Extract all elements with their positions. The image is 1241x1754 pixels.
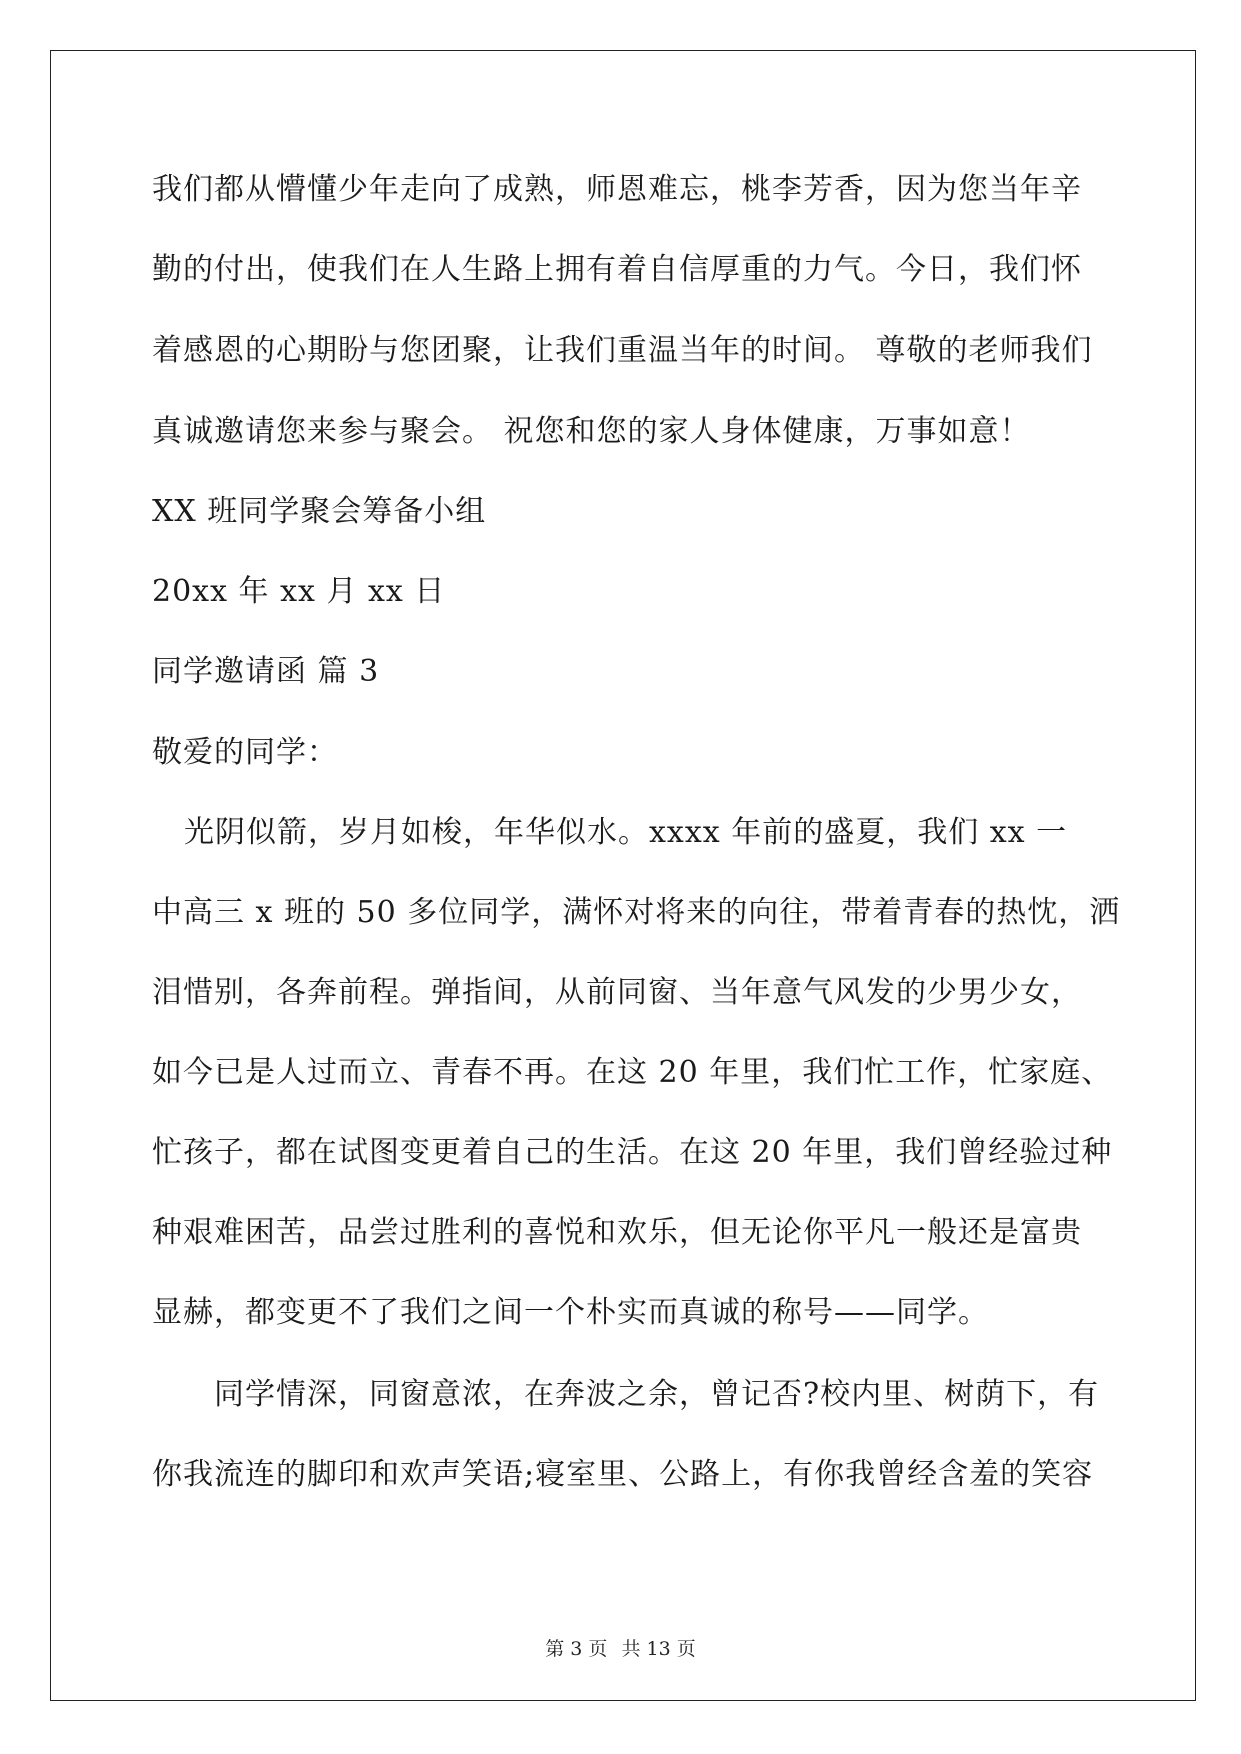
paragraph-line: 显赫，都变更不了我们之间一个朴实而真诚的称号——同学。 [152, 1295, 989, 1330]
page-number: 第 3 页 [545, 1638, 608, 1660]
paragraph-line: 种艰难困苦，品尝过胜利的喜悦和欢乐，但无论你平凡一般还是富贵 [152, 1215, 1082, 1250]
signature-date: 20xx 年 xx 月 xx 日 [152, 574, 446, 609]
page-total: 共 13 页 [621, 1638, 696, 1660]
signature-organizer: XX 班同学聚会筹备小组 [152, 494, 487, 529]
body-line: 着感恩的心期盼与您团聚，让我们重温当年的时间。 尊敬的老师我们 [152, 333, 1093, 368]
section-heading: 同学邀请函 篇 3 [152, 654, 380, 689]
page-frame [50, 50, 1196, 1701]
body-line: 勤的付出，使我们在人生路上拥有着自信厚重的力气。今日，我们怀 [152, 252, 1082, 287]
paragraph-line: 忙孩子，都在试图变更着自己的生活。在这 20 年里，我们曾经验过种 [152, 1135, 1113, 1170]
paragraph-line: 光阴似箭，岁月如梭，年华似水。xxxx 年前的盛夏，我们 xx 一 [184, 815, 1068, 850]
page-footer [0, 1637, 1241, 1661]
paragraph-line: 中高三 x 班的 50 多位同学，满怀对将来的向往，带着青春的热忱，洒 [152, 895, 1121, 930]
body-line: 我们都从懵懂少年走向了成熟，师恩难忘，桃李芳香，因为您当年辛 [152, 172, 1082, 207]
paragraph-line: 同学情深，同窗意浓，在奔波之余，曾记否?校内里、树荫下，有 [214, 1377, 1100, 1412]
salutation: 敬爱的同学： [152, 735, 338, 770]
paragraph-line: 你我流连的脚印和欢声笑语;寝室里、公路上，有你我曾经含羞的笑容 [152, 1457, 1094, 1492]
body-line: 真诚邀请您来参与聚会。 祝您和您的家人身体健康，万事如意！ [152, 414, 1031, 449]
paragraph-line: 泪惜别，各奔前程。弹指间，从前同窗、当年意气风发的少男少女， [152, 975, 1082, 1010]
paragraph-line: 如今已是人过而立、青春不再。在这 20 年里，我们忙工作，忙家庭、 [152, 1055, 1113, 1090]
